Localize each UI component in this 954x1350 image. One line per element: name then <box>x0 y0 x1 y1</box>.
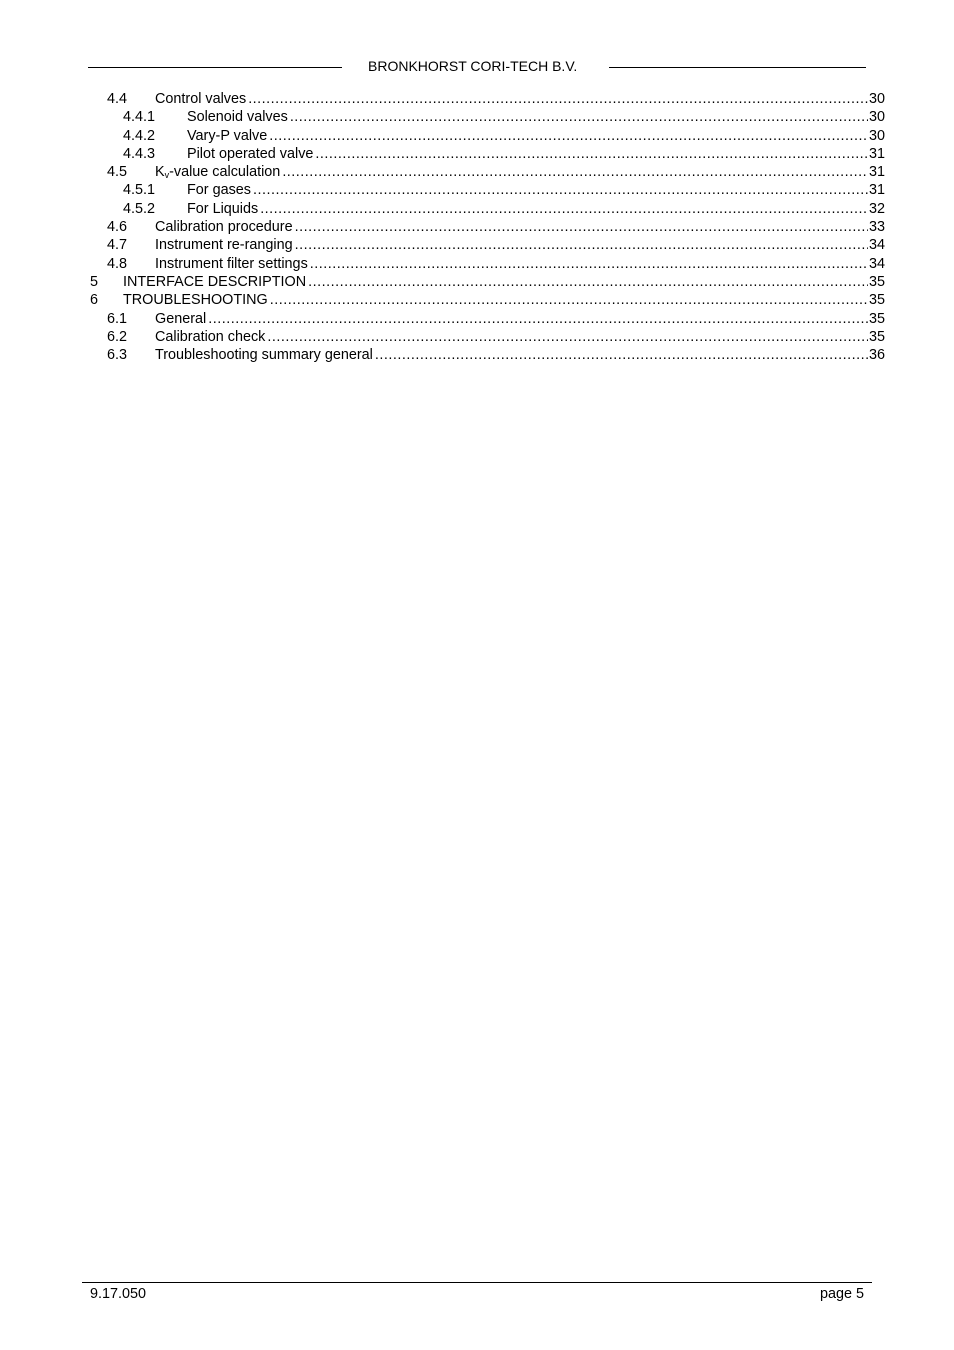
toc-leader-dots <box>282 163 868 181</box>
toc-entry-number: 4.4.1 <box>123 109 156 126</box>
toc-entry-page: 31 <box>868 145 885 162</box>
toc-entry-title: Troubleshooting summary general <box>155 347 373 364</box>
toc-leader-dots <box>267 328 868 346</box>
toc-entry-number: 4.5.1 <box>123 182 156 199</box>
toc-leader-dots <box>315 145 868 163</box>
toc-leader-dots <box>290 108 868 126</box>
toc-leader-dots <box>253 181 868 199</box>
toc-entry-number: 4.4.2 <box>123 127 156 144</box>
toc-entry[interactable] <box>90 346 885 364</box>
toc-leader-dots <box>270 291 868 309</box>
toc-entry-page: 34 <box>868 237 885 254</box>
toc-entry-number: 4.8 <box>107 255 128 272</box>
toc-leader-dots <box>295 218 868 236</box>
toc-entry-title-subscript: v <box>164 170 170 181</box>
toc-leader-dots <box>295 236 868 254</box>
toc-entry-page: 30 <box>868 109 885 126</box>
table-of-contents <box>90 90 885 364</box>
toc-entry-number: 4.5.2 <box>123 200 156 217</box>
toc-entry-title <box>155 163 282 181</box>
toc-entry-title: INTERFACE DESCRIPTION <box>123 273 307 290</box>
toc-entry-page: 30 <box>868 127 885 144</box>
toc-entry-title: Solenoid valves <box>187 109 288 126</box>
header-company-name: BRONKHORST CORI-TECH B.V. <box>368 58 578 74</box>
toc-entry-number: 6 <box>90 292 99 309</box>
toc-leader-dots <box>269 127 868 145</box>
toc-entry[interactable] <box>90 181 885 199</box>
toc-entry-number: 6.1 <box>107 310 128 327</box>
toc-entry-number: 6.3 <box>107 347 128 364</box>
toc-entry-number: 4.6 <box>107 219 128 236</box>
toc-leader-dots <box>308 273 868 291</box>
toc-entry-number: 4.4 <box>107 91 128 107</box>
toc-entry[interactable] <box>90 236 885 254</box>
toc-entry[interactable] <box>90 255 885 273</box>
toc-entry[interactable] <box>90 108 885 126</box>
toc-entry-number: 4.7 <box>107 237 128 254</box>
toc-entry-title: TROUBLESHOOTING <box>123 292 268 309</box>
toc-entry-page: 35 <box>868 310 885 327</box>
toc-entry-page: 31 <box>868 182 885 199</box>
toc-entry[interactable] <box>90 145 885 163</box>
toc-entry[interactable] <box>90 273 885 291</box>
toc-entry-title: Calibration check <box>155 328 266 345</box>
toc-leader-dots <box>310 255 868 273</box>
toc-entry-title: For Liquids <box>187 200 259 217</box>
footer-page-number: page 5 <box>819 1286 864 1302</box>
header-rule-right <box>609 67 866 68</box>
toc-entry[interactable] <box>90 163 885 181</box>
toc-entry[interactable] <box>90 291 885 309</box>
toc-entry-title: Pilot operated valve <box>187 145 314 162</box>
toc-entry-title: Calibration procedure <box>155 219 293 236</box>
toc-entry[interactable] <box>90 310 885 328</box>
toc-entry-page: 31 <box>868 164 885 181</box>
toc-entry[interactable] <box>90 200 885 218</box>
toc-entry-title-prefix: K <box>155 164 165 181</box>
toc-entry-title: Control valves <box>155 91 247 107</box>
toc-entry-title: General <box>155 310 207 327</box>
toc-leader-dots <box>260 200 868 218</box>
toc-entry-page: 30 <box>868 91 885 107</box>
toc-entry-page: 33 <box>868 219 885 236</box>
toc-leader-dots <box>375 346 868 364</box>
toc-leader-dots <box>248 90 868 108</box>
page-footer <box>82 1282 872 1302</box>
footer-document-number: 9.17.050 <box>90 1286 147 1302</box>
page-header <box>88 56 866 78</box>
toc-entry[interactable] <box>90 328 885 346</box>
toc-entry-number: 6.2 <box>107 328 128 345</box>
toc-entry-title: For gases <box>187 182 251 199</box>
toc-entry-number: 4.4.3 <box>123 145 156 162</box>
toc-entry-number: 5 <box>90 273 99 290</box>
toc-entry-page: 35 <box>868 273 885 290</box>
header-rule-left <box>88 67 342 68</box>
toc-entry-page: 32 <box>868 200 885 217</box>
toc-leader-dots <box>208 310 868 328</box>
toc-entry-page: 34 <box>868 255 885 272</box>
toc-entry-number: 4.5 <box>107 164 128 181</box>
toc-entry[interactable] <box>90 218 885 236</box>
toc-entry-title: Instrument re-ranging <box>155 237 293 254</box>
toc-entry-title-rest: -value calculation <box>169 164 281 181</box>
toc-entry-title: Instrument filter settings <box>155 255 308 272</box>
toc-entry-page: 36 <box>868 347 885 364</box>
toc-entry[interactable] <box>90 90 885 108</box>
toc-entry[interactable] <box>90 127 885 145</box>
toc-entry-page: 35 <box>868 328 885 345</box>
toc-entry-page: 35 <box>868 292 885 309</box>
toc-entry-title: Vary-P valve <box>187 127 268 144</box>
